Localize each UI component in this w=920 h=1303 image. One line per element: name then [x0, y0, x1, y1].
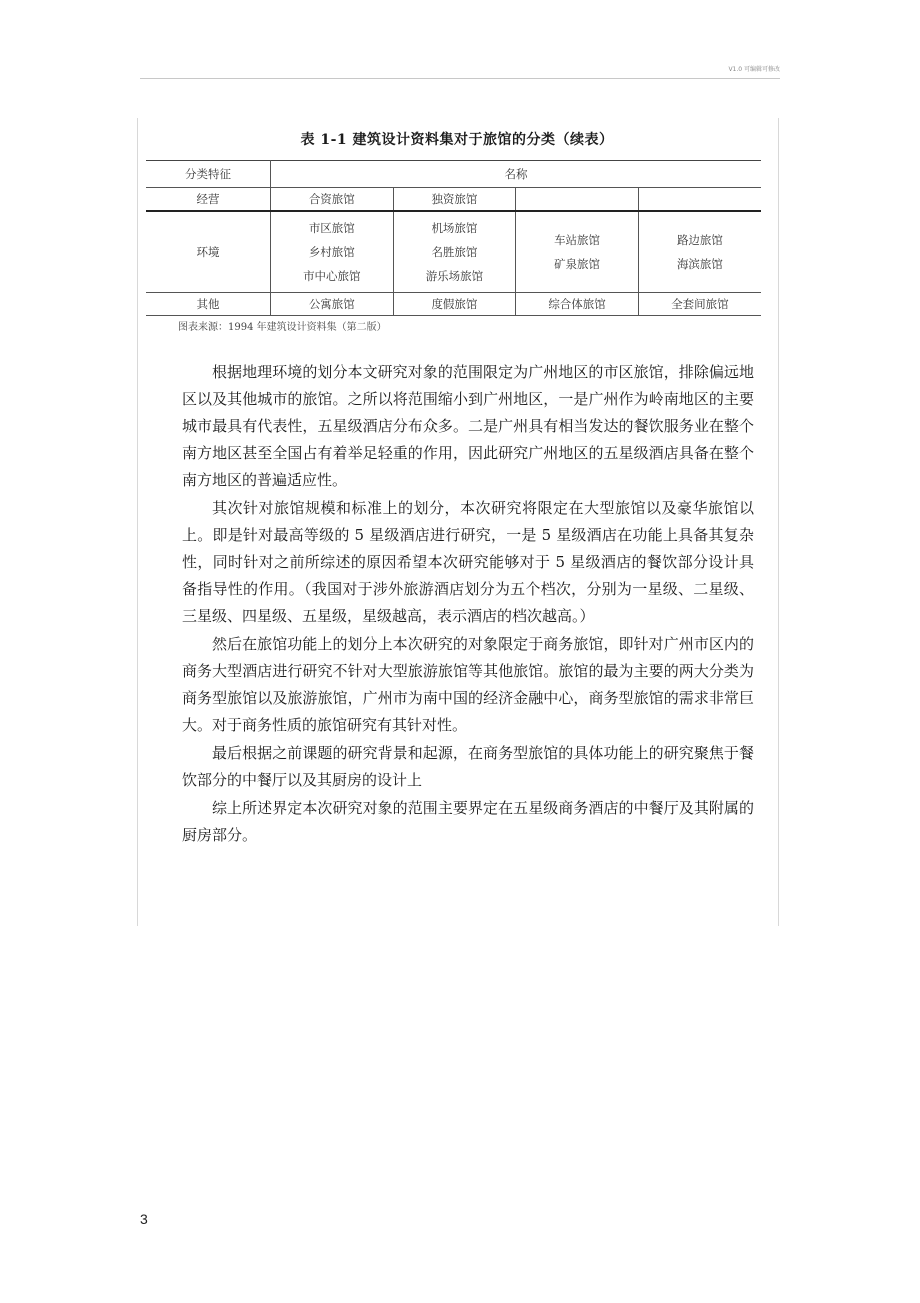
table-cell: 综合体旅馆 — [516, 293, 639, 316]
cell-line: 路边旅馆 — [676, 233, 723, 247]
table-row-environment — [146, 211, 761, 293]
table-cell: 全套间旅馆 — [638, 293, 761, 316]
cell-line: 市区旅馆 — [308, 221, 355, 235]
table-cell — [516, 188, 639, 212]
classification-table — [146, 160, 761, 316]
table-cell: 合资旅馆 — [271, 188, 394, 212]
paragraph: 最后根据之前课题的研究背景和起源，在商务型旅馆的具体功能上的研究聚焦于餐饮部分的中餐厅以及其厨房的设计上 — [182, 744, 754, 789]
version-label: V1.0 可编辑可修改 — [728, 66, 780, 73]
table-cell: 独资旅馆 — [393, 188, 516, 212]
table-cell: 公寓旅馆 — [271, 293, 394, 316]
table-cell — [638, 188, 761, 212]
header-name: 名称 — [271, 161, 762, 188]
cell-line: 游乐场旅馆 — [425, 269, 484, 283]
table-source-note: 图表来源：1994 年建筑设计资料集（第二版） — [178, 322, 387, 333]
paragraph: 综上所述界定本次研究对象的范围主要界定在五星级商务酒店的中餐厅及其附属的厨房部分。 — [182, 799, 754, 844]
table-title: 表 1-1 建筑设计资料集对于旅馆的分类（续表） — [300, 132, 614, 148]
cell-line: 名胜旅馆 — [431, 245, 478, 259]
cell-line: 海滨旅馆 — [676, 257, 723, 271]
table-header-row — [146, 161, 761, 188]
row-label: 其他 — [146, 293, 271, 316]
row-label: 经营 — [146, 188, 271, 212]
paragraph: 其次针对旅馆规模和标准上的划分，本次研究将限定在大型旅馆以及豪华旅馆以上。即是针对最高等级的 5 星级酒店进行研究，一是 5 星级酒店在功能上具备其复杂性，同时针对之前所综述的原因希望本次研究能够对于 5 星级酒店的餐饮部分设计具备指导性的作用。（我国对于涉外旅游酒店划分为五个档次，分别为一星级、二星级、三星级、四星级、五星级，星级越高，表示酒店的档次越高。） — [182, 499, 754, 625]
paragraph: 然后在旅馆功能上的划分上本次研究的对象限定于商务旅馆，即针对广州市区内的商务大型酒店进行研究不针对大型旅游旅馆等其他旅馆。旅馆的最为主要的两大分类为商务型旅馆以及旅游旅馆，广州市为南中国的经济金融中心，商务型旅馆的需求非常巨大。对于商务性质的旅馆研究有其针对性。 — [182, 635, 754, 734]
page-number: 3 — [140, 1211, 148, 1227]
table-cell: 度假旅馆 — [393, 293, 516, 316]
cell-line: 车站旅馆 — [554, 233, 601, 247]
paragraph: 根据地理环境的划分本文研究对象的范围限定为广州地区的市区旅馆，排除偏远地区以及其他城市的旅馆。之所以将范围缩小到广州地区，一是广州作为岭南地区的主要城市最具有代表性，五星级酒店分布众多。二是广州具有相当发达的餐饮服务业在整个南方地区甚至全国占有着举足轻重的作用，因此研究广州地区的五星级酒店具备在整个南方地区的普遍适应性。 — [182, 363, 754, 489]
header-category: 分类特征 — [146, 161, 271, 188]
row-label: 环境 — [146, 211, 271, 293]
table-cell — [516, 211, 639, 293]
body-text — [182, 359, 754, 850]
cell-line: 机场旅馆 — [431, 221, 478, 235]
table-row-operation — [146, 188, 761, 212]
table-cell — [638, 211, 761, 293]
cell-line: 市中心旅馆 — [303, 269, 361, 283]
header-rule — [140, 78, 780, 79]
table-cell — [271, 211, 394, 293]
cell-line: 乡村旅馆 — [308, 245, 355, 259]
table-row-other — [146, 293, 761, 316]
table-cell — [393, 211, 516, 293]
cell-line: 矿泉旅馆 — [554, 257, 601, 271]
